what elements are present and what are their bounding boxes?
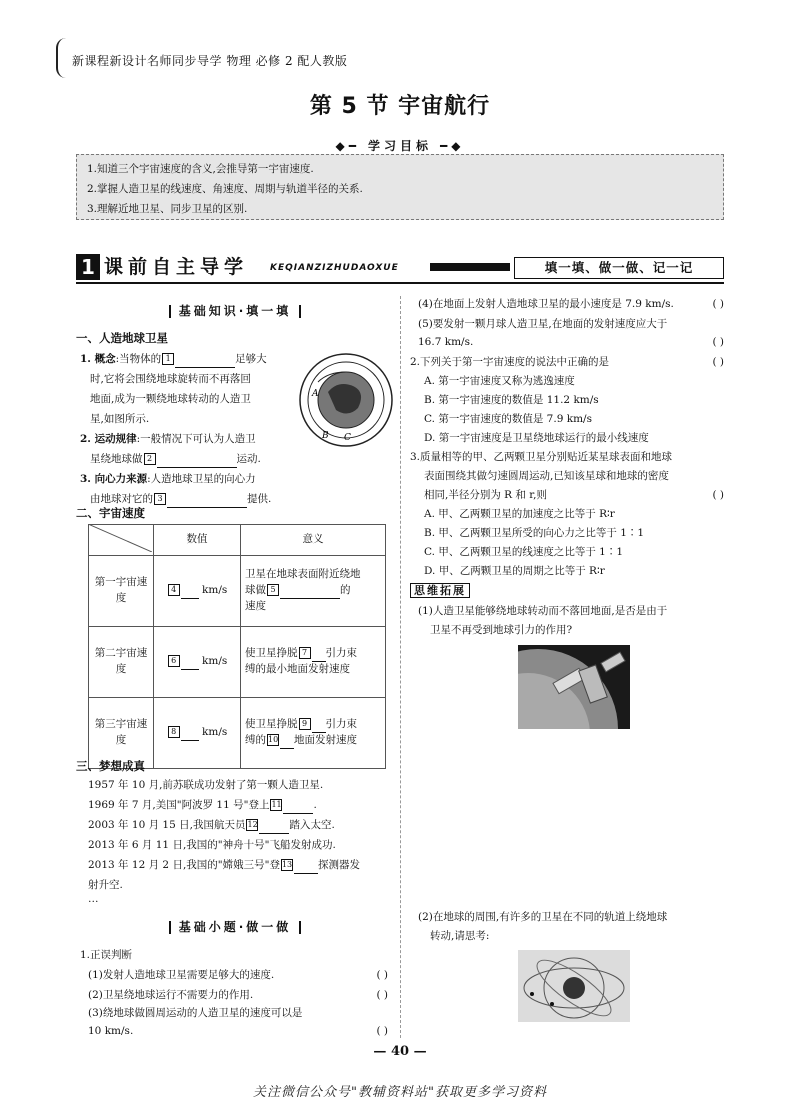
question-3-line: 表面围绕其做匀速圆周运动,已知该星球和地球的密度 [424, 470, 669, 482]
dream-line: 2013 年 6 月 11 日,我国的"神舟十号"飞船发射成功. [88, 839, 336, 851]
section-pinyin: KEQIANZIZHUDAOXUE [270, 263, 399, 273]
question-3-line: 相同,半径分别为 R 和 r,则 ( ) [424, 489, 724, 501]
concept-line-3: 地面,成为一颗绕地球转动的人造卫 [90, 393, 251, 405]
motion-line-2: 星绕地球做 2 运动. [90, 452, 261, 468]
subheading-practice: 基础小题·做一做 [76, 918, 394, 936]
arrow-right-icon: ━◆ [440, 139, 465, 153]
velocity-value: 4 km/s [154, 556, 241, 627]
cosmic-velocity-table [88, 524, 386, 769]
column-divider [400, 296, 401, 1038]
motion-line-1: 2. 运动规律:一般情况下可认为人造卫 [80, 433, 256, 445]
concept-line-4: 星,如图所示. [90, 413, 150, 425]
table-row [89, 556, 386, 627]
page-title: 第 5 节 宇宙航行 [309, 94, 491, 119]
dream-line: 射升空. [88, 879, 123, 891]
dream-line: 2003 年 10 月 15 日,我国航天员 12 踏入太空. [88, 818, 335, 834]
footer-note: 关注微信公众号"教辅资料站"获取更多学习资料 [253, 1085, 547, 1100]
judgement-item: (4)在地面上发射人造地球卫星的最小速度是 7.9 km/s. ( ) [418, 298, 724, 310]
force-line-1: 3. 向心力来源:人造地球卫星的向心力 [80, 473, 256, 485]
concept-line-1: 1. 概念:当物体的 1 足够大 [80, 352, 267, 368]
section-number: 1 [76, 254, 100, 280]
orbits-photo [518, 950, 630, 1022]
page-number: — 40 — [373, 1044, 427, 1059]
option-item: D. 第一宇宙速度是卫星绕地球运行的最小线速度 [424, 432, 649, 444]
velocity-name: 第二宇宙速度 [89, 627, 154, 698]
thinking-question-2-cont: 转动,请思考: [430, 930, 490, 942]
heading-cosmic-velocity: 二、宇宙速度 [76, 506, 145, 520]
velocity-meaning: 使卫星挣脱 7 引力束 缚的最小地面发射速度 [241, 627, 386, 698]
table-header-meaning: 意义 [241, 525, 386, 556]
point-label-b: B [322, 431, 329, 441]
table-row [89, 627, 386, 698]
satellite-orbit-figure [298, 352, 394, 448]
section-tag: 填一填、做一做、记一记 [514, 257, 724, 279]
satellite-photo [518, 645, 630, 729]
option-item: A. 甲、乙两颗卫星的加速度之比等于 R∶r [424, 508, 615, 520]
section-rule [76, 282, 724, 284]
judgement-item: (2)卫星绕地球运行不需要力的作用. ( ) [88, 989, 388, 1001]
option-item: C. 第一宇宙速度的数值是 7.9 km/s [424, 413, 592, 425]
section-bar [430, 263, 510, 271]
judgement-item-cont: 16.7 km/s. ( ) [418, 336, 724, 348]
subheading-basic-knowledge: 基础知识·填一填 [76, 302, 394, 320]
goal-item: 1.知道三个宇宙速度的含义,会推导第一宇宙速度. [87, 163, 314, 175]
judgement-item: (5)要发射一颗月球人造卫星,在地面的发射速度应大于 [418, 318, 668, 330]
dream-line: … [88, 893, 99, 905]
goals-heading-text: 学习目标 [367, 139, 432, 153]
running-header: 新课程新设计名师同步导学 物理 必修 2 配人教版 [72, 54, 348, 68]
heading-artificial-satellite: 一、人造地球卫星 [76, 331, 168, 345]
option-item: D. 甲、乙两颗卫星的周期之比等于 R∶r [424, 565, 605, 577]
goals-heading [0, 137, 800, 155]
concept-line-2: 时,它将会围绕地球旋转而不再落回 [90, 373, 251, 385]
velocity-meaning: 卫星在地球表面附近绕地 球做 5 的 速度 [241, 556, 386, 627]
option-item: A. 第一宇宙速度又称为逃逸速度 [424, 375, 575, 387]
point-label-a: A [312, 389, 319, 399]
question-2: 2.下列关于第一宇宙速度的说法中正确的是 ( ) [410, 356, 724, 368]
arrow-left-icon: ◆━ [335, 139, 360, 153]
judgement-item: (3)绕地球做圆周运动的人造卫星的速度可以是 [88, 1007, 303, 1019]
heading-dream: 三、梦想成真 [76, 759, 145, 773]
question-1-title: 1.正误判断 [80, 949, 133, 961]
thinking-heading: 思维拓展 [410, 583, 470, 600]
header-bracket [56, 38, 68, 78]
goal-item: 2.掌握人造卫星的线速度、角速度、周期与轨道半径的关系. [87, 183, 363, 195]
dream-line: 1957 年 10 月,前苏联成功发射了第一颗人造卫星. [88, 779, 324, 791]
option-item: C. 甲、乙两颗卫星的线速度之比等于 1∶1 [424, 546, 624, 558]
judgement-item-cont: 10 km/s. ( ) [88, 1025, 388, 1037]
velocity-name: 第一宇宙速度 [89, 556, 154, 627]
force-line-2: 由地球对它的 3 提供. [90, 492, 271, 508]
velocity-meaning: 使卫星挣脱 9 引力束 缚的 10 地面发射速度 [241, 698, 386, 769]
option-item: B. 第一宇宙速度的数值是 11.2 km/s [424, 394, 599, 406]
dream-line: 1969 年 7 月,美国"阿波罗 11 号"登上 11 . [88, 798, 317, 814]
judgement-item: (1)发射人造地球卫星需要足够大的速度. ( ) [88, 969, 388, 981]
section-title: 课前自主导学 [104, 256, 249, 278]
point-label-c: C [344, 433, 351, 443]
question-3-line: 3.质量相等的甲、乙两颗卫星分别贴近某星球表面和地球 [410, 451, 673, 463]
thinking-question-1: (1)人造卫星能够绕地球转动而不落回地面,是否是由于 [418, 605, 668, 617]
velocity-value: 8 km/s [154, 698, 241, 769]
concept-lead: 1. 概念 [80, 353, 116, 365]
velocity-name: 第三宇宙速度 [89, 698, 154, 769]
option-item: B. 甲、乙两颗卫星所受的向心力之比等于 1∶1 [424, 527, 645, 539]
thinking-question-1-cont: 卫星不再受到地球引力的作用? [430, 624, 573, 636]
goals-box [76, 154, 724, 220]
table-diagonal [88, 524, 152, 552]
table-header-value: 数值 [154, 525, 241, 556]
velocity-value: 6 km/s [154, 627, 241, 698]
thinking-question-2: (2)在地球的周围,有许多的卫星在不同的轨道上绕地球 [418, 911, 668, 923]
dream-line: 2013 年 12 月 2 日,我国的"嫦娥三号"登 13 探测器发 [88, 858, 360, 874]
goal-item: 3.理解近地卫星、同步卫星的区别. [87, 203, 248, 215]
